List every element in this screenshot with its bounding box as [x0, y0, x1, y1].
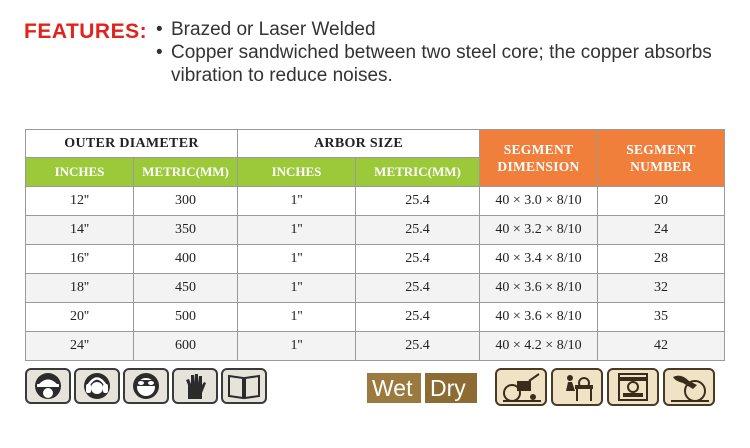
header-arbor-inches: INCHES — [238, 158, 356, 187]
table-row — [26, 245, 725, 274]
cell-arbor-inches: 1'' — [238, 216, 356, 245]
cell-arbor-metric: 25.4 — [356, 245, 480, 274]
safety-icon-row — [25, 368, 267, 404]
cell-segment-number: 32 — [598, 274, 725, 303]
bridge-saw-icon — [607, 368, 659, 406]
cell-od-metric: 600 — [134, 332, 238, 361]
cell-arbor-inches: 1'' — [238, 332, 356, 361]
cell-arbor-metric: 25.4 — [356, 274, 480, 303]
safety-helmet-icon — [25, 368, 71, 404]
cell-segment-number: 35 — [598, 303, 725, 332]
feature-text: Brazed or Laser Welded — [171, 19, 376, 40]
header-outer-diameter: OUTER DIAMETER — [26, 130, 238, 158]
cell-od-inches: 12'' — [26, 187, 134, 216]
cell-od-inches: 16'' — [26, 245, 134, 274]
cell-arbor-metric: 25.4 — [356, 332, 480, 361]
cell-segment-dimension: 40 × 3.0 × 8/10 — [480, 187, 598, 216]
header-od-metric: METRIC(MM) — [134, 158, 238, 187]
bullet: • — [156, 42, 163, 63]
features-list — [156, 18, 736, 87]
table-row — [26, 216, 725, 245]
table-row — [26, 187, 725, 216]
cell-od-metric: 300 — [134, 187, 238, 216]
cell-od-inches: 24'' — [26, 332, 134, 361]
cell-arbor-inches: 1'' — [238, 187, 356, 216]
wet-dry-indicator — [367, 373, 477, 403]
safety-goggles-icon — [123, 368, 169, 404]
table-row — [26, 303, 725, 332]
cell-segment-dimension: 40 × 3.6 × 8/10 — [480, 303, 598, 332]
ear-protection-icon — [74, 368, 120, 404]
cell-od-inches: 20'' — [26, 303, 134, 332]
cell-arbor-inches: 1'' — [238, 274, 356, 303]
cell-arbor-metric: 25.4 — [356, 303, 480, 332]
cell-segment-number: 20 — [598, 187, 725, 216]
table-saw-icon — [551, 368, 603, 406]
read-manual-icon — [221, 368, 267, 404]
header-od-inches: INCHES — [26, 158, 134, 187]
hand-held-saw-icon — [663, 368, 715, 406]
cell-od-metric: 400 — [134, 245, 238, 274]
cell-segment-number: 28 — [598, 245, 725, 274]
features-label: FEATURES: — [24, 20, 148, 43]
bullet: • — [156, 19, 163, 40]
feature-item — [156, 41, 736, 87]
feature-text: Copper sandwiched between two steel core; the copper absorbs vibration to reduce noises. — [171, 42, 712, 86]
spec-table — [25, 129, 725, 361]
cell-arbor-metric: 25.4 — [356, 216, 480, 245]
cell-segment-dimension: 40 × 3.4 × 8/10 — [480, 245, 598, 274]
table-row — [26, 332, 725, 361]
header-segment-dimension: SEGMENT DIMENSION — [480, 130, 598, 187]
feature-item — [156, 18, 736, 41]
cell-arbor-inches: 1'' — [238, 245, 356, 274]
cell-od-metric: 500 — [134, 303, 238, 332]
walk-behind-saw-icon — [495, 368, 547, 406]
table-row — [26, 274, 725, 303]
cell-segment-dimension: 40 × 3.2 × 8/10 — [480, 216, 598, 245]
cell-segment-dimension: 40 × 4.2 × 8/10 — [480, 332, 598, 361]
dry-label: Dry — [425, 373, 477, 403]
gloves-icon — [172, 368, 218, 404]
header-segment-number: SEGMENT NUMBER — [598, 130, 725, 187]
cell-segment-number: 42 — [598, 332, 725, 361]
cell-segment-number: 24 — [598, 216, 725, 245]
cell-arbor-inches: 1'' — [238, 303, 356, 332]
wet-label: Wet — [367, 373, 421, 403]
cell-od-metric: 450 — [134, 274, 238, 303]
cell-od-inches: 18'' — [26, 274, 134, 303]
header-arbor-metric: METRIC(MM) — [356, 158, 480, 187]
cell-segment-dimension: 40 × 3.6 × 8/10 — [480, 274, 598, 303]
cell-od-metric: 350 — [134, 216, 238, 245]
cell-arbor-metric: 25.4 — [356, 187, 480, 216]
tool-icon-row — [495, 368, 715, 406]
header-arbor-size: ARBOR SIZE — [238, 130, 480, 158]
cell-od-inches: 14'' — [26, 216, 134, 245]
